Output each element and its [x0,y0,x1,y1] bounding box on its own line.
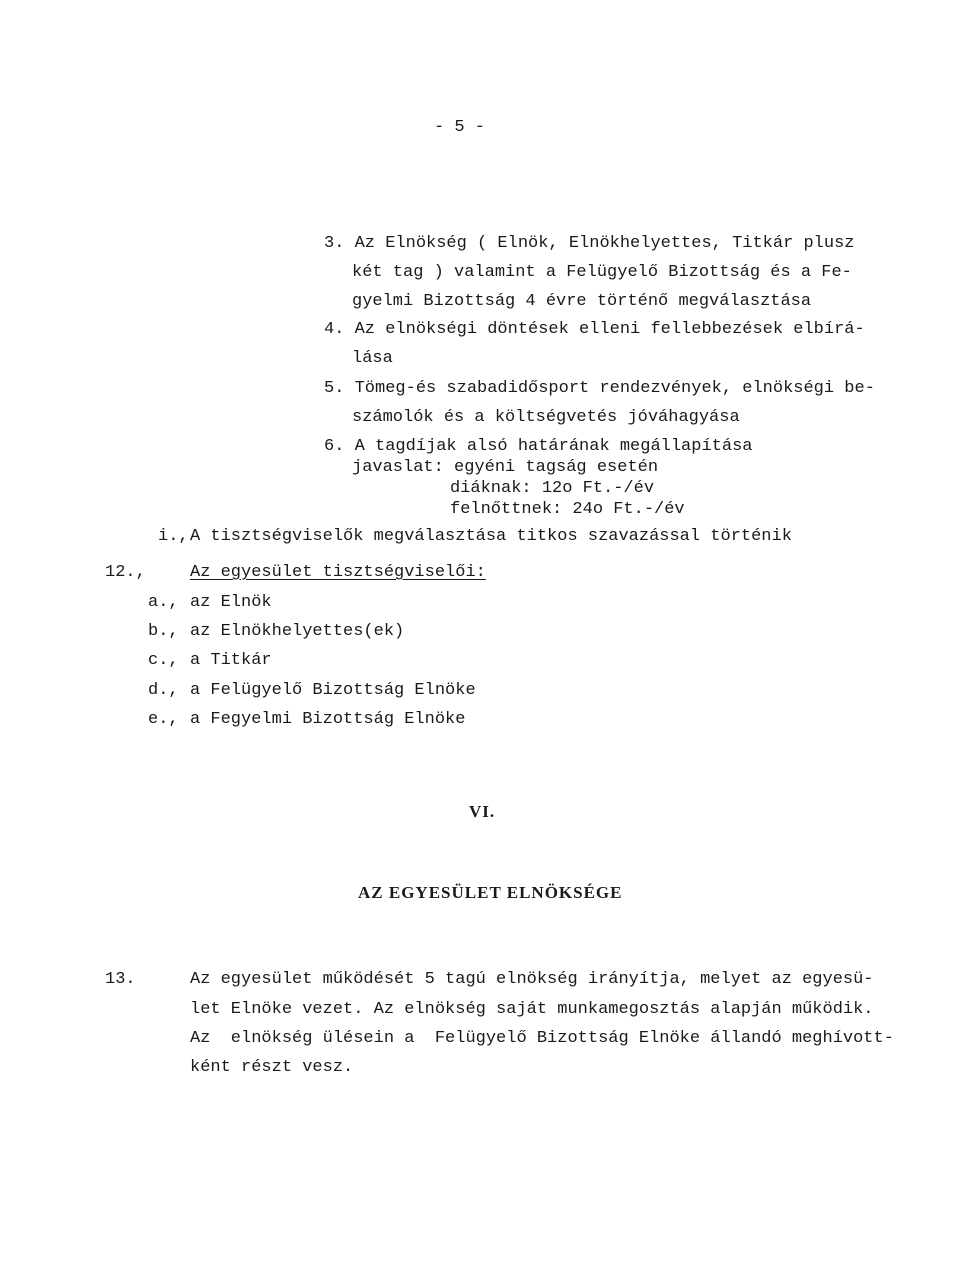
list-item-line: 6. A tagdíjak alsó határának megállapítása [324,437,753,456]
page-number: - 5 - [434,118,486,137]
item-text: a Felügyelő Bizottság Elnöke [190,681,476,700]
list-item-line: javaslat: egyéni tagság esetén [352,458,659,477]
item-text: a Fegyelmi Bizottság Elnöke [190,710,466,729]
list-item-line: gyelmi Bizottság 4 évre történő megválasztása [352,292,812,311]
chapter-numeral: VI. [469,802,496,821]
item-marker: b., [148,622,179,641]
list-item-line: két tag ) valamint a Felügyelő Bizottság és a Fe- [352,263,852,282]
item-marker: a., [148,593,179,612]
item-text: az Elnökhelyettes(ek) [190,622,405,641]
list-item-line: lása [352,349,393,368]
chapter-title: AZ EGYESÜLET ELNÖKSÉGE [358,883,623,902]
item-text: az Elnök [190,593,272,612]
list-item-line: diáknak: 12o Ft.-/év [450,479,655,498]
list-item-line: 3. Az Elnökség ( Elnök, Elnökhelyettes, Titkár plusz [324,234,855,253]
item-marker: e., [148,710,179,729]
list-item-line: felnőttnek: 24o Ft.-/év [450,500,685,519]
list-item-line: számolók és a költségvetés jóváhagyása [352,408,740,427]
paragraph-line: Az elnökség ülésein a Felügyelő Bizottság Elnöke állandó meghívott- [190,1029,894,1048]
item-marker: d., [148,681,179,700]
item-text: A tisztségviselők megválasztása titkos szavazással történik [190,527,792,546]
item-marker: c., [148,651,179,670]
list-item-line: 5. Tömeg-és szabadidősport rendezvények, elnökségi be- [324,379,875,398]
section-number: 13. [105,970,136,989]
list-item-line: 4. Az elnökségi döntések elleni fellebbezések elbírá- [324,320,865,339]
paragraph-line: Az egyesület működését 5 tagú elnökség irányítja, melyet az egyesü- [190,970,874,989]
item-text: a Titkár [190,651,272,670]
paragraph-line: let Elnöke vezet. Az elnökség saját munkamegosztás alapján működik. [190,1000,874,1019]
item-marker: i., [158,527,189,546]
paragraph-line: ként részt vesz. [190,1058,354,1077]
section-heading: Az egyesület tisztségviselői: [190,563,486,582]
section-number: 12., [105,563,146,582]
